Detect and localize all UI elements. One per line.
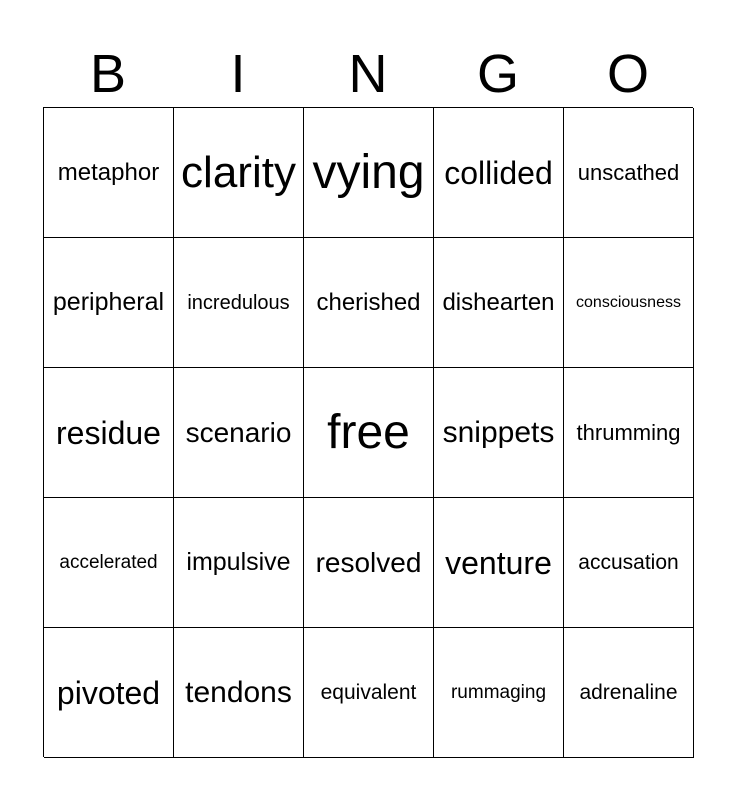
bingo-cell [304,628,434,758]
bingo-cell-word: residue [56,414,161,451]
bingo-cell-word: tendons [185,675,292,709]
bingo-cell [564,368,694,498]
bingo-cell [304,498,434,628]
bingo-cell [44,108,174,238]
bingo-cell [434,108,564,238]
free-space-cell [304,368,434,498]
bingo-cell [174,108,304,238]
header-letter-i: I [230,44,246,104]
bingo-cell [174,368,304,498]
bingo-cell [174,628,304,758]
bingo-cell-word: scenario [185,416,292,448]
bingo-cell [174,238,304,368]
bingo-cell-word: venture [445,544,552,581]
bingo-cell-word: resolved [315,546,422,578]
bingo-cell [44,498,174,628]
bingo-cell-word: adrenaline [579,681,678,704]
header-letter-g: G [476,44,519,104]
bingo-board [43,107,693,757]
bingo-cell [564,628,694,758]
header-letter-n: N [348,44,388,104]
bingo-cell-word: metaphor [57,158,160,186]
bingo-cell-word: accelerated [59,552,158,573]
bingo-cell-word: consciousness [576,293,681,311]
bingo-cell-word: vying [312,145,425,199]
bingo-cell-word: unscathed [577,159,680,185]
bingo-cell [434,628,564,758]
bingo-cell [434,238,564,368]
bingo-cell [564,238,694,368]
bingo-cell-word: accusation [578,551,679,574]
bingo-cell-word: equivalent [320,681,417,704]
bingo-cell-word: impulsive [186,548,291,576]
bingo-cell [174,498,304,628]
bingo-cell-word: thrumming [576,419,681,445]
bingo-cell [434,498,564,628]
bingo-cell-word: dishearten [442,288,555,316]
header-letter-b: B [89,44,127,104]
bingo-cell-word: clarity [181,147,296,197]
bingo-cell-word: snippets [442,415,555,449]
bingo-cell-word: rummaging [450,682,547,703]
bingo-cell [304,238,434,368]
bingo-cell [564,108,694,238]
bingo-cell-word: collided [444,154,553,191]
bingo-cell [44,368,174,498]
bingo-cell [44,628,174,758]
bingo-cell-word: pivoted [56,674,161,711]
bingo-cell-word: incredulous [187,291,290,314]
bingo-cell-word: peripheral [52,288,165,316]
bingo-cell [304,108,434,238]
bingo-cell [44,238,174,368]
bingo-header [43,40,693,108]
bingo-cell-word: cherished [316,288,421,316]
bingo-cell [434,368,564,498]
bingo-cell [564,498,694,628]
free-space-label: free [327,405,410,459]
header-letter-o: O [606,44,649,104]
